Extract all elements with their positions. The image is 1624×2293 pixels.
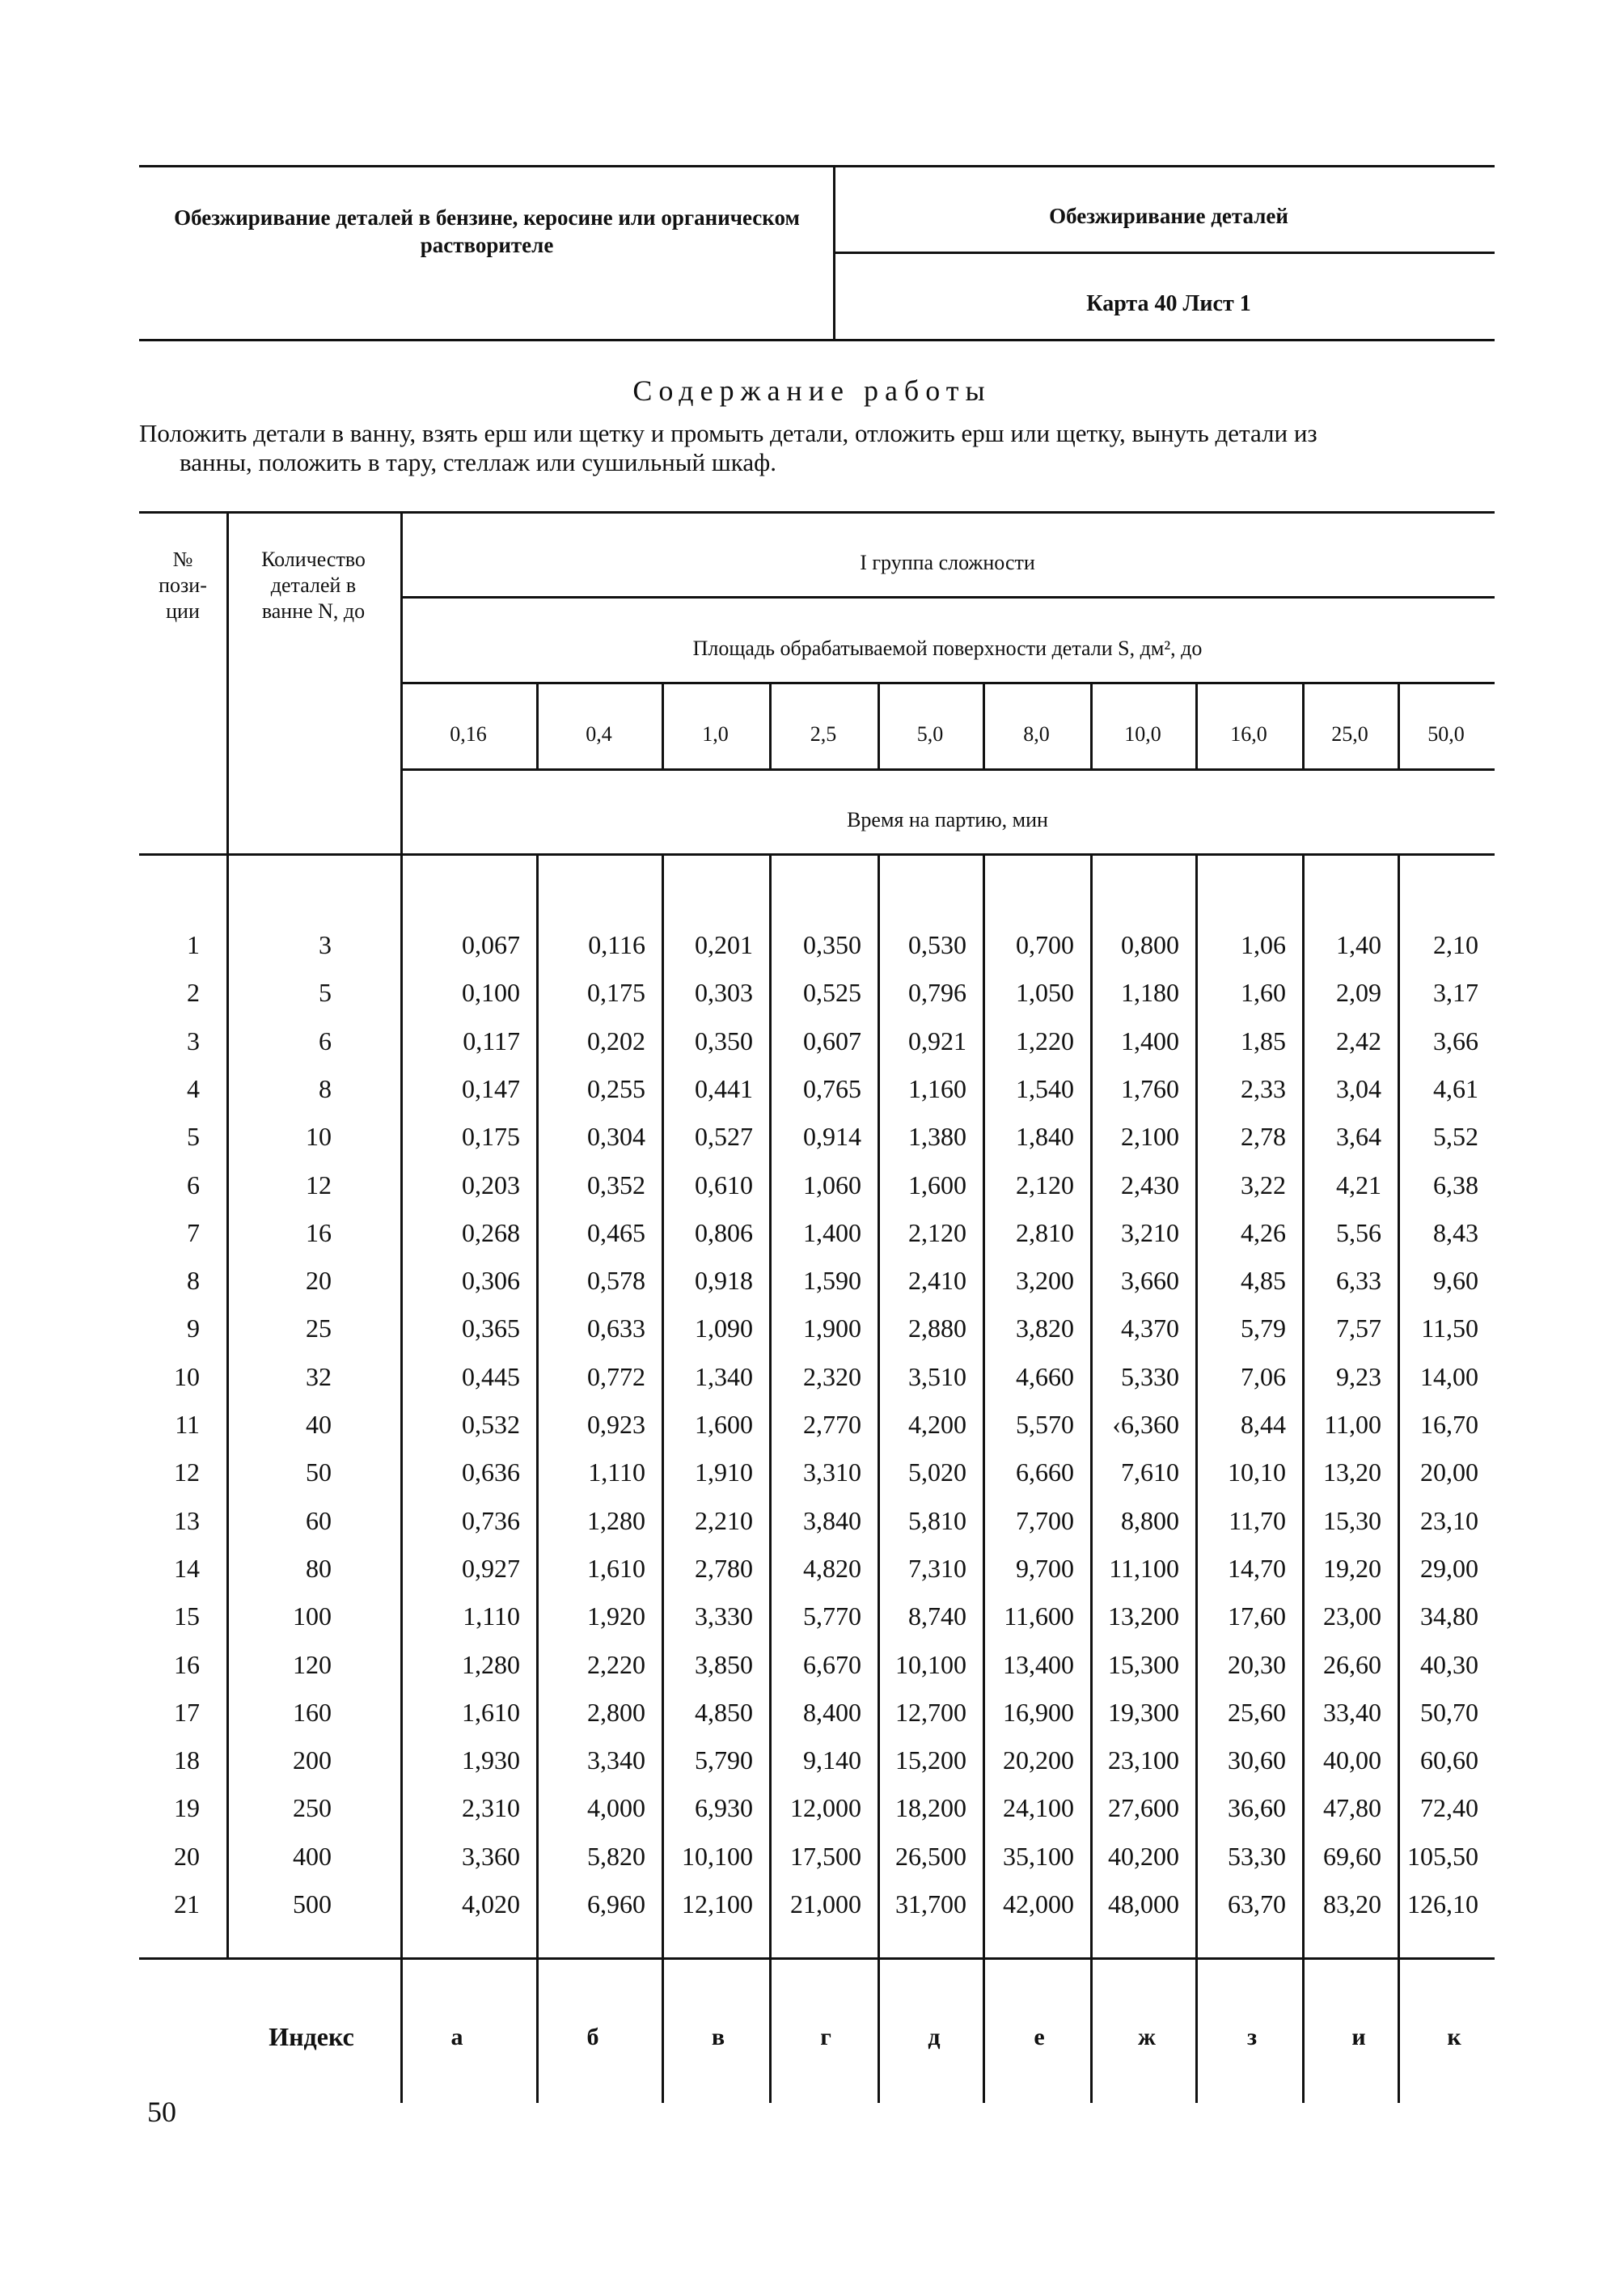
table-cell: 7,310 <box>908 1554 966 1583</box>
table-cell: 0,796 <box>908 978 966 1007</box>
index-letter: б <box>586 2024 599 2050</box>
table-cell: 1,610 <box>587 1554 645 1583</box>
table-cell: 0,116 <box>588 930 645 959</box>
row-quantity: 50 <box>306 1457 332 1487</box>
table-cell: 0,304 <box>587 1122 645 1151</box>
table-cell: 17,60 <box>1228 1601 1286 1631</box>
table-cell: 0,923 <box>587 1410 645 1439</box>
table-cell: 4,61 <box>1433 1074 1478 1103</box>
table-cell: 10,100 <box>682 1842 753 1871</box>
row-quantity: 400 <box>293 1842 332 1871</box>
table-cell: 0,800 <box>1121 930 1179 959</box>
table-cell: 105,50 <box>1407 1842 1478 1871</box>
area-value: 1,0 <box>702 722 729 746</box>
table-cell: 1,920 <box>587 1601 645 1631</box>
table-cell: 20,200 <box>1003 1745 1074 1775</box>
table-cell: 1,06 <box>1241 930 1286 959</box>
table-cell: 5,820 <box>587 1842 645 1871</box>
row-position: 12 <box>174 1457 200 1487</box>
table-cell: 25,60 <box>1228 1698 1286 1727</box>
table-cell: 21,000 <box>790 1889 861 1919</box>
table-cell: 5,56 <box>1336 1218 1381 1247</box>
row-position: 3 <box>187 1026 200 1056</box>
area-value: 2,5 <box>810 722 837 746</box>
table-cell: 7,57 <box>1336 1314 1381 1343</box>
table-cell: 7,610 <box>1121 1457 1179 1487</box>
row-position: 17 <box>174 1698 200 1727</box>
table-cell: 1,280 <box>587 1506 645 1535</box>
area-values-rule <box>400 768 1495 771</box>
row-position: 1 <box>187 930 200 959</box>
index-letter: г <box>820 2024 831 2050</box>
table-cell: 1,590 <box>803 1266 861 1295</box>
table-cell: 53,30 <box>1228 1842 1286 1871</box>
table-cell: 1,840 <box>1016 1122 1074 1151</box>
table-cell: 0,700 <box>1016 930 1074 959</box>
table-cell: 2,220 <box>587 1650 645 1679</box>
table-cell: 1,090 <box>695 1314 753 1343</box>
table-cell: 4,820 <box>803 1554 861 1583</box>
position-header: № <box>172 548 193 571</box>
table-cell: 1,910 <box>695 1457 753 1487</box>
table-cell: 26,500 <box>895 1842 966 1871</box>
index-letter: а <box>450 2024 463 2050</box>
table-cell: 19,20 <box>1323 1554 1381 1583</box>
table-cell: 4,850 <box>695 1698 753 1727</box>
table-cell: 0,445 <box>462 1362 520 1391</box>
table-cell: 1,60 <box>1241 978 1286 1007</box>
table-cell: 2,210 <box>695 1506 753 1535</box>
position-header: ции <box>166 599 200 623</box>
table-cell: 0,921 <box>908 1026 966 1056</box>
row-quantity: 500 <box>293 1889 332 1919</box>
card-reference: Карта 40 Лист 1 <box>1086 291 1251 316</box>
table-cell: 6,33 <box>1336 1266 1381 1295</box>
row-position: 2 <box>187 978 200 1007</box>
table-cell: 29,00 <box>1420 1554 1478 1583</box>
table-cell: 7,06 <box>1241 1362 1286 1391</box>
index-letter: з <box>1246 2024 1258 2050</box>
table-cell: 0,530 <box>908 930 966 959</box>
table-cell: 15,300 <box>1108 1650 1179 1679</box>
table-cell: 0,268 <box>462 1218 520 1247</box>
table-cell: 2,120 <box>1016 1170 1074 1199</box>
row-quantity: 32 <box>306 1362 332 1391</box>
table-cell: 1,85 <box>1241 1026 1286 1056</box>
table-cell: 31,700 <box>895 1889 966 1919</box>
row-quantity: 12 <box>306 1170 332 1199</box>
table-cell: 3,360 <box>462 1842 520 1871</box>
table-cell: 3,340 <box>587 1745 645 1775</box>
table-cell: 4,660 <box>1016 1362 1074 1391</box>
table-cell: 6,38 <box>1433 1170 1478 1199</box>
row-quantity: 25 <box>306 1314 332 1343</box>
table-cell: 35,100 <box>1003 1842 1074 1871</box>
time-header: Время на партию, мин <box>847 808 1048 831</box>
table-cell: 2,33 <box>1241 1074 1286 1103</box>
table-cell: 8,43 <box>1433 1218 1478 1247</box>
table-cell: 0,578 <box>587 1266 645 1295</box>
index-letter: к <box>1447 2024 1461 2050</box>
table-cell: 6,930 <box>695 1793 753 1822</box>
table-cell: 1,340 <box>695 1362 753 1391</box>
table-cell: 4,020 <box>462 1889 520 1919</box>
table-cell: 0,352 <box>587 1170 645 1199</box>
row-quantity: 40 <box>306 1410 332 1439</box>
table-cell: 40,200 <box>1108 1842 1179 1871</box>
area-rule <box>400 682 1495 684</box>
table-cell: 2,810 <box>1016 1218 1074 1247</box>
row-position: 4 <box>187 1074 200 1103</box>
table-cell: 0,067 <box>462 930 520 959</box>
table-cell: 3,660 <box>1121 1266 1179 1295</box>
row-position: 14 <box>174 1554 200 1583</box>
row-quantity: 120 <box>293 1650 332 1679</box>
table-cell: 16,900 <box>1003 1698 1074 1727</box>
table-cell: 14,70 <box>1228 1554 1286 1583</box>
quantity-header: деталей в <box>270 573 357 597</box>
row-position: 8 <box>187 1266 200 1295</box>
table-cell: 0,365 <box>462 1314 520 1343</box>
row-quantity: 8 <box>319 1074 332 1103</box>
table-cell: 0,147 <box>462 1074 520 1103</box>
table-cell: 1,540 <box>1016 1074 1074 1103</box>
table-cell: 0,175 <box>462 1122 520 1151</box>
table-cell: 11,50 <box>1421 1314 1478 1343</box>
row-position: 20 <box>174 1842 200 1871</box>
table-cell: 2,800 <box>587 1698 645 1727</box>
table-cell: 0,350 <box>803 930 861 959</box>
row-position: 13 <box>174 1506 200 1535</box>
table-cell: 9,60 <box>1433 1266 1478 1295</box>
table-cell: 11,00 <box>1324 1410 1381 1439</box>
table-cell: 19,300 <box>1108 1698 1179 1727</box>
row-position: 6 <box>187 1170 200 1199</box>
table-cell: 2,10 <box>1433 930 1478 959</box>
table-cell: 9,23 <box>1336 1362 1381 1391</box>
header-right-rule <box>833 252 1495 254</box>
table-cell: 7,700 <box>1016 1506 1074 1535</box>
table-cell: 0,633 <box>587 1314 645 1343</box>
table-cell: 5,570 <box>1016 1410 1074 1439</box>
table-cell: 2,78 <box>1241 1122 1286 1151</box>
table-cell: 3,310 <box>803 1457 861 1487</box>
row-quantity: 5 <box>319 978 332 1007</box>
table-cell: 1,400 <box>803 1218 861 1247</box>
table-cell: 14,00 <box>1420 1362 1478 1391</box>
table-cell: 0,636 <box>462 1457 520 1487</box>
table-cell: 5,790 <box>695 1745 753 1775</box>
row-quantity: 250 <box>293 1793 332 1822</box>
table-cell: 0,303 <box>695 978 753 1007</box>
quantity-header: Количество <box>261 548 366 571</box>
table-cell: 3,850 <box>695 1650 753 1679</box>
header-bottom-rule-table <box>139 853 1495 856</box>
row-position: 15 <box>174 1601 200 1631</box>
table-cell: 42,000 <box>1003 1889 1074 1919</box>
header-bottom-rule <box>139 339 1495 341</box>
area-value: 10,0 <box>1124 722 1161 746</box>
table-cell: 6,670 <box>803 1650 861 1679</box>
row-position: 7 <box>187 1218 200 1247</box>
table-cell: 13,200 <box>1108 1601 1179 1631</box>
section-title: Обезжиривание деталей <box>1049 204 1288 228</box>
quantity-header: ванне N, до <box>261 599 366 623</box>
table-cell: 36,60 <box>1228 1793 1286 1822</box>
work-content-heading: Содержание работы <box>632 374 992 407</box>
table-cell: 8,44 <box>1241 1410 1286 1439</box>
table-cell: 1,380 <box>908 1122 966 1151</box>
table-cell: 0,914 <box>803 1122 861 1151</box>
table-cell: 3,840 <box>803 1506 861 1535</box>
table-cell: 5,330 <box>1121 1362 1179 1391</box>
table-cell: ‹6,360 <box>1112 1410 1179 1439</box>
table-cell: 3,04 <box>1336 1074 1381 1103</box>
table-cell: 1,180 <box>1121 978 1179 1007</box>
table-cell: 20,30 <box>1228 1650 1286 1679</box>
table-cell: 3,200 <box>1016 1266 1074 1295</box>
row-position: 9 <box>187 1314 200 1343</box>
table-cell: 0,772 <box>587 1362 645 1391</box>
table-cell: 0,350 <box>695 1026 753 1056</box>
table-cell: 4,21 <box>1336 1170 1381 1199</box>
table-cell: 1,760 <box>1121 1074 1179 1103</box>
table-cell: 1,050 <box>1016 978 1074 1007</box>
area-value: 0,16 <box>450 722 487 746</box>
table-cell: 0,117 <box>463 1026 520 1056</box>
area-value: 5,0 <box>916 722 944 746</box>
index-letter: е <box>1034 2024 1045 2050</box>
table-cell: 16,70 <box>1420 1410 1478 1439</box>
table-cell: 11,70 <box>1229 1506 1286 1535</box>
work-content-line-2: ванны, положить в тару, стеллаж или сушильный шкаф. <box>180 448 776 476</box>
table-cell: 6,960 <box>587 1889 645 1919</box>
table-cell: 48,000 <box>1108 1889 1179 1919</box>
table-cell: 6,660 <box>1016 1457 1074 1487</box>
row-position: 11 <box>175 1410 200 1439</box>
table-cell: 2,120 <box>908 1218 966 1247</box>
row-position: 19 <box>174 1793 200 1822</box>
table-cell: 3,820 <box>1016 1314 1074 1343</box>
table-cell: 12,100 <box>682 1889 753 1919</box>
row-quantity: 20 <box>306 1266 332 1295</box>
table-cell: 9,700 <box>1016 1554 1074 1583</box>
table-cell: 5,79 <box>1241 1314 1286 1343</box>
work-content-line-1: Положить детали в ванну, взять ерш или щетку и промыть детали, отложить ерш или щетку, вынуть детали из <box>139 419 1317 447</box>
row-quantity: 80 <box>306 1554 332 1583</box>
table-cell: 10,100 <box>895 1650 966 1679</box>
row-quantity: 60 <box>306 1506 332 1535</box>
area-value: 25,0 <box>1331 722 1368 746</box>
table-cell: 1,400 <box>1121 1026 1179 1056</box>
operation-title: Обезжиривание деталей в бензине, керосине или органическом растворителе <box>174 205 800 257</box>
table-cell: 0,255 <box>587 1074 645 1103</box>
table-cell: 15,200 <box>895 1745 966 1775</box>
table-cell: 8,740 <box>908 1601 966 1631</box>
table-cell: 0,527 <box>695 1122 753 1151</box>
table-cell: 13,400 <box>1003 1650 1074 1679</box>
table-cell: 5,52 <box>1433 1122 1478 1151</box>
row-position: 21 <box>174 1889 200 1919</box>
table-cell: 3,17 <box>1433 978 1478 1007</box>
table-cell: 0,441 <box>695 1074 753 1103</box>
table-cell: 2,100 <box>1121 1122 1179 1151</box>
table-cell: 69,60 <box>1323 1842 1381 1871</box>
table-cell: 126,10 <box>1407 1889 1478 1919</box>
index-label: Индекс <box>269 2022 354 2051</box>
table-cell: 3,66 <box>1433 1026 1478 1056</box>
table-cell: 2,09 <box>1336 978 1381 1007</box>
table-cell: 0,736 <box>462 1506 520 1535</box>
table-cell: 0,532 <box>462 1410 520 1439</box>
table-cell: 15,30 <box>1323 1506 1381 1535</box>
row-quantity: 100 <box>293 1601 332 1631</box>
table-cell: 3,64 <box>1336 1122 1381 1151</box>
table-cell: 0,806 <box>695 1218 753 1247</box>
table-cell: 1,060 <box>803 1170 861 1199</box>
table-cell: 5,020 <box>908 1457 966 1487</box>
table-cell: 2,310 <box>462 1793 520 1822</box>
table-cell: 3,22 <box>1241 1170 1286 1199</box>
row-position: 16 <box>174 1650 200 1679</box>
table-cell: 4,370 <box>1121 1314 1179 1343</box>
table-cell: 0,610 <box>695 1170 753 1199</box>
table-cell: 1,600 <box>695 1410 753 1439</box>
table-cell: 23,100 <box>1108 1745 1179 1775</box>
position-header: пози- <box>159 573 207 597</box>
table-cell: 2,880 <box>908 1314 966 1343</box>
table-cell: 0,306 <box>462 1266 520 1295</box>
table-cell: 0,525 <box>803 978 861 1007</box>
table-cell: 34,80 <box>1420 1601 1478 1631</box>
table-cell: 2,320 <box>803 1362 861 1391</box>
table-cell: 0,927 <box>462 1554 520 1583</box>
complexity-group-header: I группа сложности <box>860 551 1035 574</box>
page-number: 50 <box>147 2096 176 2128</box>
table-cell: 1,280 <box>462 1650 520 1679</box>
table-cell: 10,10 <box>1228 1457 1286 1487</box>
table-cell: 20,00 <box>1420 1457 1478 1487</box>
table-cell: 60,60 <box>1420 1745 1478 1775</box>
table-cell: 9,140 <box>803 1745 861 1775</box>
work-content-text <box>139 419 1490 477</box>
area-value: 0,4 <box>586 722 612 746</box>
table-cell: 0,465 <box>587 1218 645 1247</box>
table-cell: 23,00 <box>1323 1601 1381 1631</box>
table-cell: 18,200 <box>895 1793 966 1822</box>
table-cell: 0,201 <box>695 930 753 959</box>
table-cell: 2,410 <box>908 1266 966 1295</box>
table-cell: 30,60 <box>1228 1745 1286 1775</box>
table-cell: 1,900 <box>803 1314 861 1343</box>
table-cell: 4,26 <box>1241 1218 1286 1247</box>
table-cell: 1,600 <box>908 1170 966 1199</box>
table-top-rule <box>139 511 1495 514</box>
table-cell: 11,100 <box>1109 1554 1179 1583</box>
table-cell: 47,80 <box>1323 1793 1381 1822</box>
table-cell: 12,000 <box>790 1793 861 1822</box>
area-value: 8,0 <box>1023 722 1050 746</box>
table-cell: 33,40 <box>1323 1698 1381 1727</box>
row-position: 5 <box>187 1122 200 1151</box>
table-cell: 50,70 <box>1420 1698 1478 1727</box>
area-value: 50,0 <box>1427 722 1465 746</box>
table-cell: 1,110 <box>463 1601 520 1631</box>
table-cell: 0,175 <box>587 978 645 1007</box>
table-cell: 8,800 <box>1121 1506 1179 1535</box>
group-rule <box>400 596 1495 599</box>
table-cell: 0,918 <box>695 1266 753 1295</box>
table-cell: 3,210 <box>1121 1218 1179 1247</box>
row-quantity: 200 <box>293 1745 332 1775</box>
table-cell: 0,607 <box>803 1026 861 1056</box>
table-cell: 1,160 <box>908 1074 966 1103</box>
table-cell: 1,930 <box>462 1745 520 1775</box>
table-cell: 83,20 <box>1323 1889 1381 1919</box>
table-cell: 1,220 <box>1016 1026 1074 1056</box>
data-bottom-rule <box>139 1957 1495 1960</box>
table-cell: 2,430 <box>1121 1170 1179 1199</box>
index-letter: ж <box>1138 2024 1156 2050</box>
index-letter: д <box>928 2024 941 2050</box>
table-cell: 40,30 <box>1420 1650 1478 1679</box>
row-quantity: 16 <box>306 1218 332 1247</box>
table-cell: 63,70 <box>1228 1889 1286 1919</box>
table-cell: 2,780 <box>695 1554 753 1583</box>
table-cell: 2,42 <box>1336 1026 1381 1056</box>
row-position: 18 <box>174 1745 200 1775</box>
table-cell: 2,770 <box>803 1410 861 1439</box>
table-cell: 0,765 <box>803 1074 861 1103</box>
table-cell: 13,20 <box>1323 1457 1381 1487</box>
table-cell: 23,10 <box>1420 1506 1478 1535</box>
index-letter: в <box>711 2024 725 2050</box>
table-cell: 1,610 <box>462 1698 520 1727</box>
table-cell: 24,100 <box>1003 1793 1074 1822</box>
area-value: 16,0 <box>1230 722 1267 746</box>
table-cell: 12,700 <box>895 1698 966 1727</box>
index-letter: и <box>1351 2024 1366 2050</box>
table-cell: 27,600 <box>1108 1793 1179 1822</box>
table-cell: 0,203 <box>462 1170 520 1199</box>
table-cell: 3,330 <box>695 1601 753 1631</box>
row-quantity: 160 <box>293 1698 332 1727</box>
table-cell: 5,810 <box>908 1506 966 1535</box>
row-position: 10 <box>174 1362 200 1391</box>
table-cell: 5,770 <box>803 1601 861 1631</box>
table-cell: 0,100 <box>462 978 520 1007</box>
table-cell: 4,200 <box>908 1410 966 1439</box>
table-cell: 8,400 <box>803 1698 861 1727</box>
row-quantity: 3 <box>319 930 332 959</box>
table-cell: 26,60 <box>1323 1650 1381 1679</box>
table-cell: 40,00 <box>1323 1745 1381 1775</box>
table-cell: 72,40 <box>1420 1793 1478 1822</box>
table-cell: 4,85 <box>1241 1266 1286 1295</box>
table-cell: 11,600 <box>1004 1601 1074 1631</box>
table-cell: 3,510 <box>908 1362 966 1391</box>
table-cell: 4,000 <box>587 1793 645 1822</box>
table-cell: 1,40 <box>1336 930 1381 959</box>
table-cell: 0,202 <box>587 1026 645 1056</box>
row-quantity: 6 <box>319 1026 332 1056</box>
table-cell: 17,500 <box>790 1842 861 1871</box>
header-top-rule <box>139 165 1495 167</box>
table-cell: 1,110 <box>588 1457 645 1487</box>
row-quantity: 10 <box>306 1122 332 1151</box>
area-header: Площадь обрабатываемой поверхности детали S, дм², до <box>692 637 1203 660</box>
